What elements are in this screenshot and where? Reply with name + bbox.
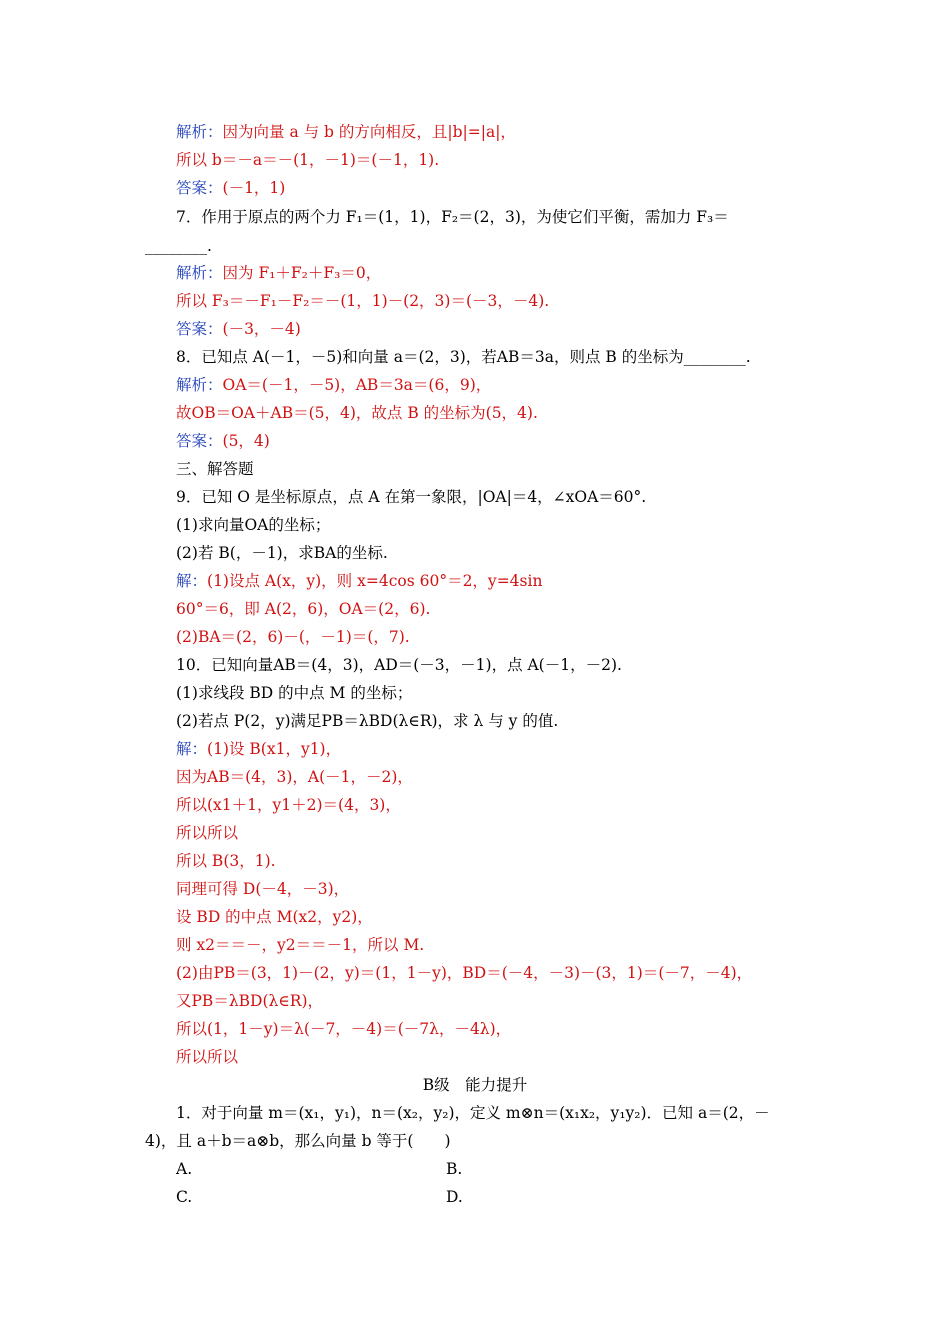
text-span: 所以所以 [176, 824, 239, 842]
text-span: 答案： [176, 320, 223, 338]
text-line-l35 [0, 1075, 950, 1095]
text-line-l27 [176, 851, 276, 871]
text-span: 解： [176, 740, 208, 758]
text-line-l26 [176, 823, 238, 843]
text-span: (2)若点 P(2，y)满足PB＝λBD(λ∈R)，求 λ 与 y 的值. [176, 712, 559, 730]
text-line-l20 [176, 655, 622, 675]
text-span: 又PB＝λBD(λ∈R)， [176, 992, 324, 1010]
text-span: C. [176, 1188, 193, 1206]
text-span: 所以(x1＋1，y1＋2)＝(4，3)， [176, 796, 401, 814]
text-span: (5，4) [222, 432, 270, 450]
text-span: 设 BD 的中点 M(x2，y2)， [176, 908, 373, 926]
text-span: 8．已知点 A(－1，－5)和向量 a＝(2，3)，若AB＝3a，则点 B 的坐标为________. [176, 348, 751, 366]
text-span: (－3，－4) [222, 320, 301, 338]
text-span: 答案： [176, 432, 223, 450]
text-span: OA＝(－1，－5)，AB＝3a＝(6，9)， [222, 376, 492, 394]
text-span: 10．已知向量AB＝(4，3)，AD＝(－3，－1)，点 A(－1，－2). [176, 656, 622, 674]
text-span: 所以 b＝－a＝－(1，－1)＝(－1，1). [176, 151, 440, 169]
text-span: 则 x2＝＝－，y2＝＝－1，所以 M. [176, 936, 425, 954]
text-line-l28 [176, 879, 349, 899]
text-line-l25 [176, 795, 401, 815]
text-line-l10 [176, 375, 491, 395]
text-line-l33 [176, 1019, 511, 1039]
text-span: 因为向量 a 与 b 的方向相反，且|b|=|a|， [222, 123, 516, 141]
text-line-l22 [176, 711, 558, 731]
text-line-l37 [145, 1131, 451, 1151]
text-span: 1．对于向量 m＝(x₁，y₁)，n＝(x₂，y₂)，定义 m⊗n＝(x₁x₂，y₁y₂)．已知 a＝(2，－ [176, 1104, 770, 1122]
text-line-l11 [176, 403, 538, 423]
text-span: 同理可得 D(－4，－3)， [176, 880, 350, 898]
text-span: 60°＝6，即 A(2，6)，OA＝(2，6). [176, 600, 431, 618]
text-span: 解析： [176, 376, 223, 394]
text-line-l2 [176, 150, 439, 170]
text-line-l38 [176, 1159, 463, 1179]
text-span: B级 能力提升 [422, 1076, 528, 1094]
text-line-l30 [176, 935, 424, 955]
text-span: 所以所以 [176, 1048, 239, 1066]
text-span: 故OB＝OA＋AB＝(5，4)，故点 B 的坐标为(5，4). [176, 404, 538, 422]
text-line-l3 [176, 178, 285, 198]
text-span: (1)求线段 BD 的中点 M 的坐标； [176, 684, 413, 702]
text-line-l7 [176, 291, 549, 311]
text-line-l21 [176, 683, 412, 703]
text-span: 答案： [176, 179, 223, 197]
text-span: 所以 F₃＝－F₁－F₂＝－(1，1)－(2，3)＝(－3，－4). [176, 292, 550, 310]
text-line-l5 [145, 236, 212, 256]
text-span: (2)由PB＝(3，1)－(2，y)＝(1，1－y)，BD＝(－4，－3)－(3，1)＝(－7，－4)， [176, 964, 753, 982]
text-line-l34 [176, 1047, 238, 1067]
text-line-l1 [176, 122, 516, 142]
text-line-l31 [176, 963, 752, 983]
text-span: B. [446, 1160, 463, 1178]
text-span: 解析： [176, 123, 223, 141]
text-span: 7．作用于原点的两个力 F₁＝(1，1)，F₂＝(2，3)，为使它们平衡，需加力 F₃＝ [176, 208, 729, 226]
text-line-l19 [176, 627, 410, 647]
text-span: (－1，1) [222, 179, 286, 197]
text-span: D. [446, 1188, 463, 1206]
text-line-l8 [176, 319, 301, 339]
text-span: A. [176, 1160, 193, 1178]
text-span: (1)设点 A(x，y)，则 x=4cos 60°＝2，y=4sin [207, 572, 543, 590]
text-span: (1)求向量OA的坐标； [176, 516, 331, 534]
text-line-l23 [176, 739, 341, 759]
text-span: 所以(1，1－y)＝λ(－7，－4)＝(－7λ，－4λ)， [176, 1020, 512, 1038]
text-span: 三、解答题 [176, 460, 254, 478]
text-line-l36 [176, 1103, 770, 1123]
text-line-l16 [176, 543, 388, 563]
text-span: 所以 B(3，1). [176, 852, 276, 870]
text-line-l13 [176, 459, 254, 479]
text-line-l15 [176, 515, 330, 535]
text-span: 因为 F₁＋F₂＋F₃＝0， [222, 264, 382, 282]
text-line-l9 [176, 347, 751, 367]
text-span: 解析： [176, 264, 223, 282]
text-line-l12 [176, 431, 270, 451]
text-line-l24 [176, 767, 413, 787]
text-line-l29 [176, 907, 373, 927]
text-span: ________. [145, 237, 212, 255]
text-line-l18 [176, 599, 430, 619]
text-span: 4)，且 a＋b＝a⊗b，那么向量 b 等于( ) [145, 1132, 451, 1150]
text-line-l17 [176, 571, 542, 591]
text-span: 解： [176, 572, 208, 590]
text-span: (1)设 B(x1，y1)， [207, 740, 342, 758]
text-span: (2)BA＝(2，6)－(，－1)＝(，7). [176, 628, 410, 646]
text-span: (2)若 B(，－1)，求BA的坐标. [176, 544, 388, 562]
text-line-l32 [176, 991, 323, 1011]
text-line-l39 [176, 1187, 463, 1207]
text-line-l4 [176, 207, 729, 227]
text-line-l14 [176, 487, 646, 507]
text-span: 因为AB＝(4，3)，A(－1，－2)， [176, 768, 413, 786]
text-line-l6 [176, 263, 381, 283]
text-span: 9．已知 O 是坐标原点，点 A 在第一象限，|OA|＝4，∠xOA＝60°. [176, 488, 647, 506]
